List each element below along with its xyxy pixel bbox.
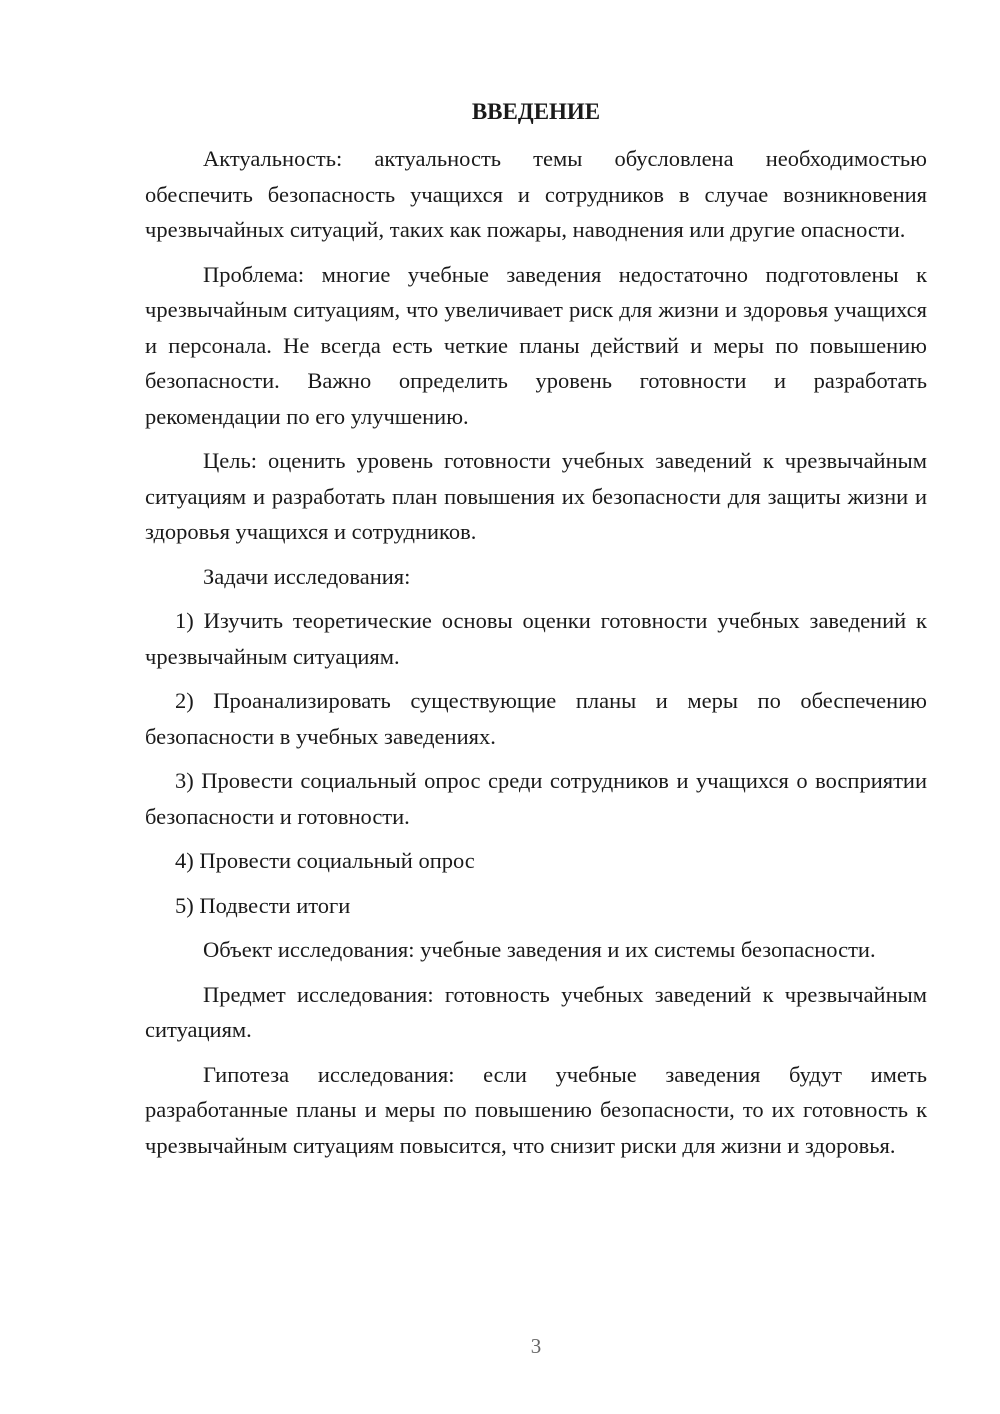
page-number: 3 (530, 1334, 542, 1358)
paragraph-subject: Предмет исследования: готовность учебных заведений к чрезвычайным ситуациям. (145, 981, 927, 1042)
list-item-task-3: 3) Провести социальный опрос среди сотрудников и учащихся о восприятии безопасности и готовности. (145, 768, 927, 829)
list-item-task-1: 1) Изучить теоретические основы оценки готовности учебных заведений к чрезвычайным ситуациям. (145, 608, 927, 669)
paragraph-problem: Проблема: многие учебные заведения недостаточно подготовлены к чрезвычайным ситуациям, что увеличивает риск для жизни и здоровья учащихся и персонала. Не всегда есть четкие планы действий и меры по повышению безопасности. Важно определить уровень готовности и разработать рекомендации по его улучшению. (145, 261, 927, 429)
paragraph-object: Объект исследования: учебные заведения и их системы безопасности. (203, 937, 876, 962)
paragraph-hypothesis: Гипотеза исследования: если учебные заведения будут иметь разработанные планы и меры по повышению безопасности, то их готовность к чрезвычайным ситуациям повысится, что снизит риски для жизни и здоровья. (145, 1061, 927, 1158)
list-item-task-4: 4) Провести социальный опрос (175, 848, 475, 873)
list-item-task-2: 2) Проанализировать существующие планы и меры по обеспечению безопасности в учебных заведениях. (145, 688, 927, 749)
paragraph-tasks-heading: Задачи исследования: (203, 563, 411, 589)
document-body (145, 141, 927, 1172)
list-item-task-5: 5) Подвести итоги (175, 892, 351, 918)
page-title: ВВЕДЕНИЕ (471, 99, 601, 124)
paragraph-relevance: Актуальность: актуальность темы обусловлена необходимостью обеспечить безопасность учащихся и сотрудников в случае возникновения чрезвычайных ситуаций, таких как пожары, наводнения или другие опасности. (145, 146, 927, 242)
paragraph-goal: Цель: оценить уровень готовности учебных заведений к чрезвычайным ситуациям и разработать план повышения их безопасности для защиты жизни и здоровья учащихся и сотрудников. (145, 448, 927, 544)
